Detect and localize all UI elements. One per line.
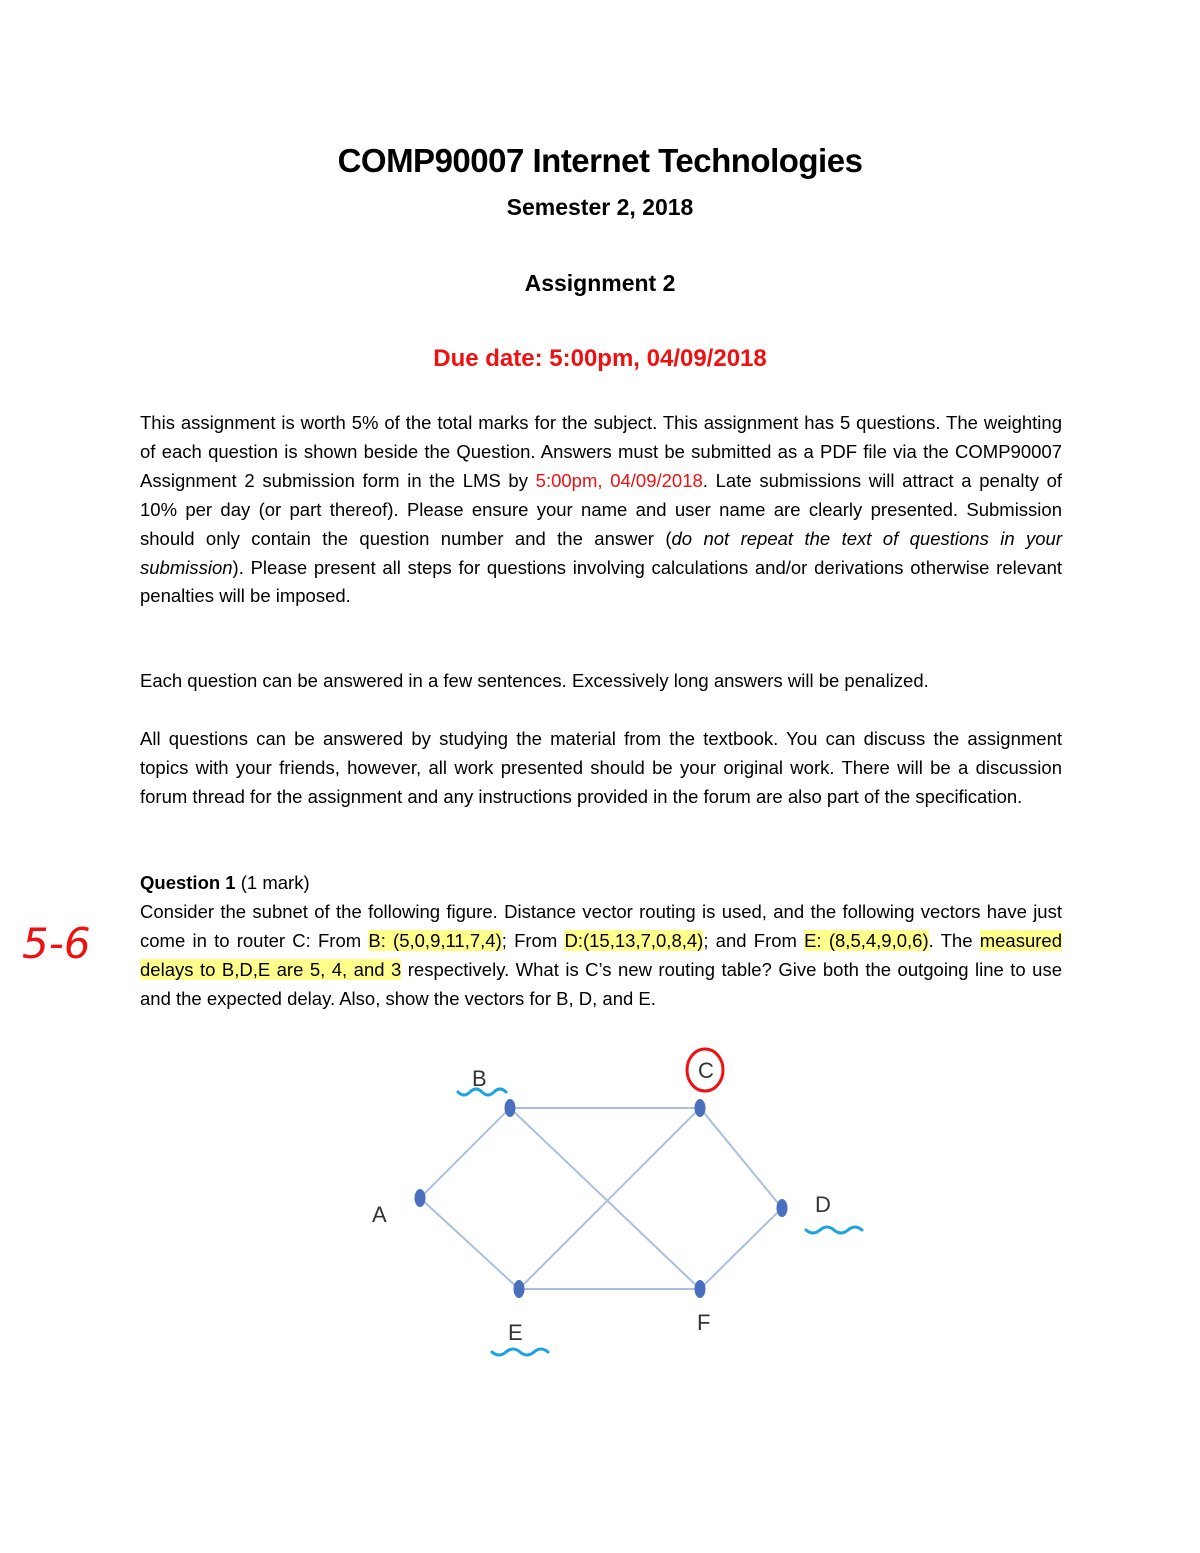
node-label-b: B: [472, 1066, 487, 1091]
intro-text-a: This assignment is worth 5% of the total marks for the subject. This assignment has 5 questions. The weighting of each question is shown beside the Question. Answers must be submitted as a PDF file via the COMP90007 Assignment 2 submission form in the LMS by: [140, 412, 1062, 491]
assignment-label: Assignment 2: [524, 270, 676, 296]
node-d: [777, 1199, 788, 1217]
squiggle-under-e: [492, 1349, 548, 1355]
edge-d-f: [700, 1208, 782, 1289]
node-label-a: A: [372, 1202, 387, 1227]
node-label-c: C: [698, 1058, 714, 1083]
due-date: Due date: 5:00pm, 04/09/2018: [433, 345, 767, 372]
edge-a-b: [420, 1108, 510, 1198]
intro-paragraph-3: All questions can be answered by studying the material from the textbook. You can discuss the assignment topics with your friends, however, all work presented should be your original work. There will be a discussion forum thread for the assignment and any instructions provided in the forum are also part of the specification.: [140, 728, 1062, 807]
squiggle-under-b: [458, 1089, 506, 1095]
question-1-marks: (1 mark): [235, 872, 310, 893]
node-c: [695, 1099, 706, 1117]
intro-paragraph-1: [140, 409, 1062, 611]
intro-text-b: . Late submissions will attract a penalty of 10% per day (or part thereof). Please ensure your name and user name are clearly presented. Submission should only contain the question number and the answer (: [140, 469, 1063, 549]
edge-b-f: [510, 1108, 700, 1289]
node-b: [505, 1099, 516, 1117]
question-1-heading: Question 1: [140, 872, 236, 893]
squiggle-under-d: [806, 1227, 862, 1233]
node-f: [695, 1280, 706, 1298]
diagram-edges: [420, 1108, 782, 1289]
q1-text-3: ; and From: [703, 929, 805, 951]
node-label-e: E: [508, 1320, 523, 1345]
edge-c-d: [700, 1108, 782, 1208]
node-e: [514, 1280, 525, 1298]
node-label-f: F: [697, 1310, 711, 1335]
q1-text-1: Consider the subnet of the following figure. Distance vector routing is used, and the following vectors have just come in to router C: From: [140, 901, 1062, 951]
edge-a-e: [420, 1198, 519, 1289]
intro-paragraph-2: Each question can be answered in a few sentences. Excessively long answers will be penalized.: [140, 670, 929, 691]
question-1-text: [140, 898, 1062, 1014]
circle-around-c: [687, 1049, 723, 1091]
measured-delays: measured delays to B,D,E are 5, 4, and 3: [140, 929, 1062, 980]
question-1-heading-line: [140, 869, 1062, 898]
q1-text-2: ; From: [501, 929, 565, 951]
document-title: COMP90007 Internet Technologies: [337, 142, 863, 179]
node-label-d: D: [815, 1192, 831, 1217]
vector-from-d: D:(15,13,7,0,8,4): [564, 929, 704, 951]
diagram-nodes: [415, 1099, 788, 1298]
vector-from-b: B: (5,0,9,11,7,4): [368, 929, 502, 951]
q1-text-4: . The: [928, 929, 980, 951]
intro-text-c: ). Please present all steps for questions involving calculations and/or derivations otherwise relevant penalties will be imposed.: [140, 556, 1062, 607]
semester-label: Semester 2, 2018: [506, 194, 694, 220]
margin-note: 5-6: [22, 919, 91, 968]
intro-italic-note: do not repeat the text of questions in your submission: [140, 527, 1063, 578]
intro-due-date: 5:00pm, 04/09/2018: [535, 469, 703, 491]
edge-c-e: [519, 1108, 700, 1289]
q1-text-5: respectively. What is C’s new routing table? Give both the outgoing line to use and the expected delay. Also, show the vectors for B, D, and E.: [140, 958, 1062, 1009]
node-a: [415, 1189, 426, 1207]
diagram-labels: [372, 1058, 831, 1345]
vector-from-e: E: (8,5,4,9,0,6): [804, 929, 929, 951]
